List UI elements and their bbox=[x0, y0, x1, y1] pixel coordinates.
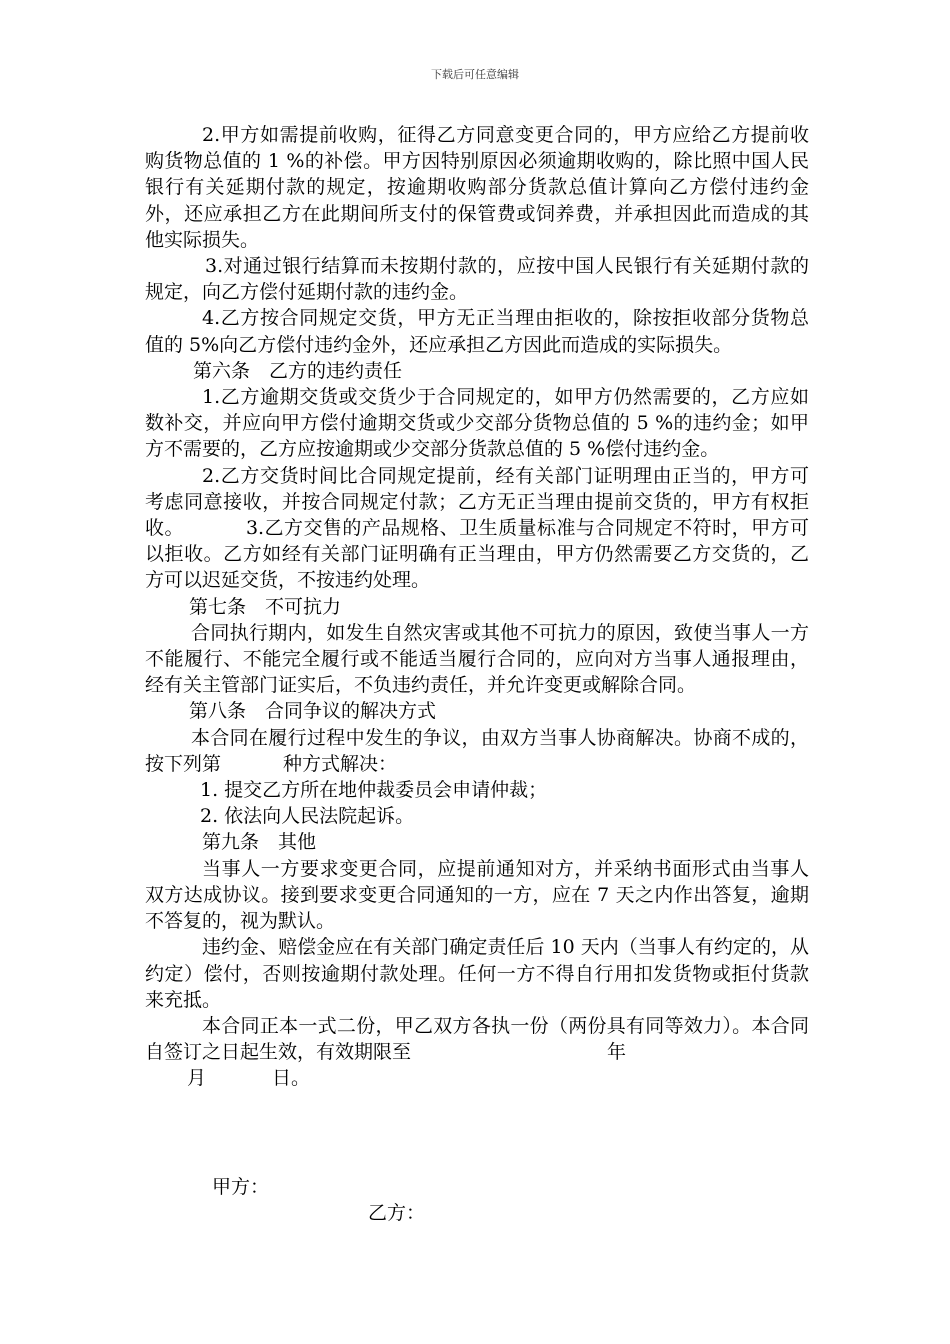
clause-5-4: 4.乙方按合同规定交货，甲方无正当理由拒收的，除按拒收部分货物总值的 5%向乙方偿付违约金外，还应承担乙方因此而造成的实际损失。 bbox=[145, 307, 809, 356]
year-label: 年 bbox=[607, 1041, 627, 1064]
clause-8-1-text-b: 种方式解决： bbox=[283, 752, 398, 775]
clause-8-1 bbox=[145, 725, 809, 777]
option-2: 2. 依法向人民法院起诉。 bbox=[200, 805, 415, 828]
clause-8-1-text-a: 本合同在履行过程中发生的争议，由双方当事人协商解决。协商不成的，按下列第 bbox=[145, 726, 809, 775]
clause-9-3-text: 本合同正本一式二份，甲乙双方各执一份（两份具有同等效力）。本合同自签订之日起生效，有效期限至 bbox=[145, 1014, 809, 1064]
clause-9-1: 当事人一方要求变更合同，应提前通知对方，并采纳书面形式由当事人双方达成协议。接到要求变更合同通知的一方，应在 7 天之内作出答复，逾期不答复的，视为默认。 bbox=[145, 857, 809, 933]
contract-body bbox=[145, 122, 809, 1092]
clause-6-2 bbox=[145, 463, 809, 594]
clause-5-3: 3.对通过银行结算而未按期付款的，应按中国人民银行有关延期付款的规定，向乙方偿付延期付款的违约金。 bbox=[145, 255, 809, 304]
clause-9-2: 违约金、赔偿金应在有关部门确定责任后 10 天内（当事人有约定的，从约定）偿付，否则按逾期付款处理。任何一方不得自行用扣发货物或拒付货款来充抵。 bbox=[145, 936, 809, 1011]
clause-6-3-text: 3.乙方交售的产品规格、卫生质量标准与合同规定不符时，甲方可以拒收。乙方如经有关部门证明确有正当理由，甲方仍然需要乙方交货的，乙方可以迟延交货，不按违约处理。 bbox=[145, 517, 809, 592]
article-8-heading: 第八条 合同争议的解决方式 bbox=[189, 700, 437, 723]
clause-6-2-text: 2.乙方交货时间比合同规定提前，经有关部门证明理由正当的，甲方可考虑同意接收，并按合同规定付款；乙方无正当理由提前交货的，甲方有权拒收。 bbox=[145, 464, 809, 540]
option-1: 1. 提交乙方所在地仲裁委员会申请仲裁； bbox=[200, 779, 548, 802]
party-a-signature: 甲方： bbox=[212, 1176, 270, 1198]
article-6-heading: 第六条 乙方的违约责任 bbox=[193, 359, 403, 382]
clause-5-2: 2.甲方如需提前收购，征得乙方同意变更合同的，甲方应给乙方提前收购货物总值的 1 %的补偿。甲方因特别原因必须逾期收购的，除比照中国人民银行有关延期付款的规定，按逾期收购部分货款总值计算向乙方偿付违约金外，还应承担乙方在此期间所支付的保管费或饲养费，并承担因此而造成的其他实际损失。 bbox=[145, 124, 809, 251]
clause-6-1: 1.乙方逾期交货或交货少于合同规定的，如甲方仍然需要的，乙方应如数补交，并应向甲方偿付逾期交货或少交部分货物总值的 5 %的违约金；如甲方不需要的，乙方应按逾期或少交部分货款总值的 5 %偿付违约金。 bbox=[145, 386, 809, 461]
article-9-heading: 第九条 其他 bbox=[202, 831, 317, 854]
clause-9-3 bbox=[145, 1013, 809, 1065]
month-label: 月 bbox=[187, 1067, 207, 1090]
header-note: 下载后可任意编辑 bbox=[431, 68, 519, 81]
party-b-signature: 乙方： bbox=[368, 1202, 426, 1224]
article-7-heading: 第七条 不可抗力 bbox=[189, 595, 342, 618]
date-line bbox=[145, 1065, 809, 1091]
clause-7-1: 合同执行期内，如发生自然灾害或其他不可抗力的原因，致使当事人一方不能履行、不能完全履行或不能适当履行合同的，应向对方当事人通报理由，经有关主管部门证实后，不负违约责任，并允许变更或解除合同。 bbox=[145, 621, 809, 697]
day-label: 日。 bbox=[272, 1067, 311, 1090]
